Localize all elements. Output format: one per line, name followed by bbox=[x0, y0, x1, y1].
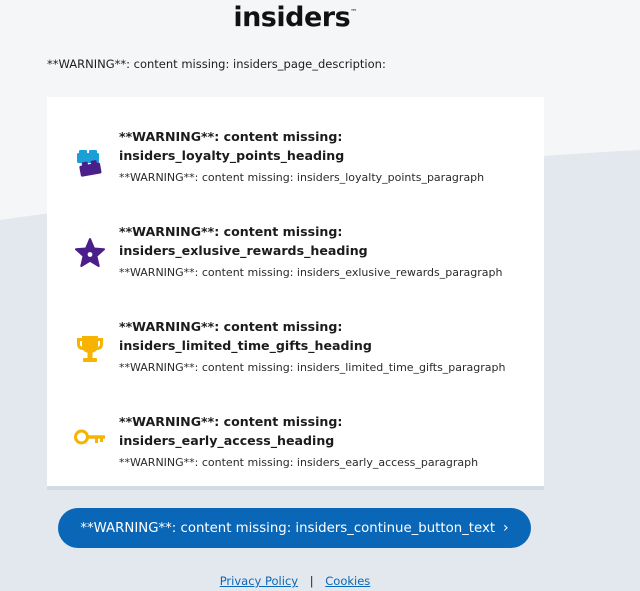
exclusive-rewards-heading: **WARNING**: content missing: insiders_exlusive_rewards_heading bbox=[119, 224, 368, 258]
limited-time-gifts-heading: **WARNING**: content missing: insiders_limited_time_gifts_heading bbox=[119, 319, 372, 353]
benefit-texts bbox=[119, 412, 539, 469]
key-icon bbox=[73, 420, 107, 454]
footer-separator: | bbox=[309, 574, 314, 588]
continue-button-label: **WARNING**: content missing: insiders_continue_button_text bbox=[80, 520, 496, 536]
early-access-heading: **WARNING**: content missing: insiders_early_access_heading bbox=[119, 414, 343, 448]
exclusive-rewards-paragraph: **WARNING**: content missing: insiders_exlusive_rewards_paragraph bbox=[119, 266, 503, 279]
benefit-texts bbox=[119, 222, 539, 279]
loyalty-points-heading: **WARNING**: content missing: insiders_loyalty_points_heading bbox=[119, 129, 345, 163]
insiders-logo: insiders™ bbox=[233, 2, 357, 33]
chevron-right-icon: › bbox=[503, 520, 509, 536]
continue-button[interactable] bbox=[58, 508, 531, 548]
star-icon bbox=[73, 236, 107, 270]
loyalty-points-paragraph: **WARNING**: content missing: insiders_loyalty_points_paragraph bbox=[119, 171, 485, 184]
page-description: **WARNING**: content missing: insiders_page_description: bbox=[47, 57, 386, 71]
cookies-link[interactable]: Cookies bbox=[325, 574, 371, 588]
privacy-policy-link[interactable]: Privacy Policy bbox=[219, 574, 299, 588]
trophy-icon bbox=[73, 332, 107, 366]
footer-links bbox=[0, 574, 590, 588]
early-access-paragraph: **WARNING**: content missing: insiders_early_access_paragraph bbox=[119, 456, 479, 469]
benefits-card bbox=[47, 97, 544, 490]
limited-time-gifts-paragraph: **WARNING**: content missing: insiders_limited_time_gifts_paragraph bbox=[119, 361, 506, 374]
lego-bricks-icon bbox=[73, 145, 107, 179]
benefit-texts bbox=[119, 127, 539, 184]
benefit-texts bbox=[119, 317, 539, 374]
